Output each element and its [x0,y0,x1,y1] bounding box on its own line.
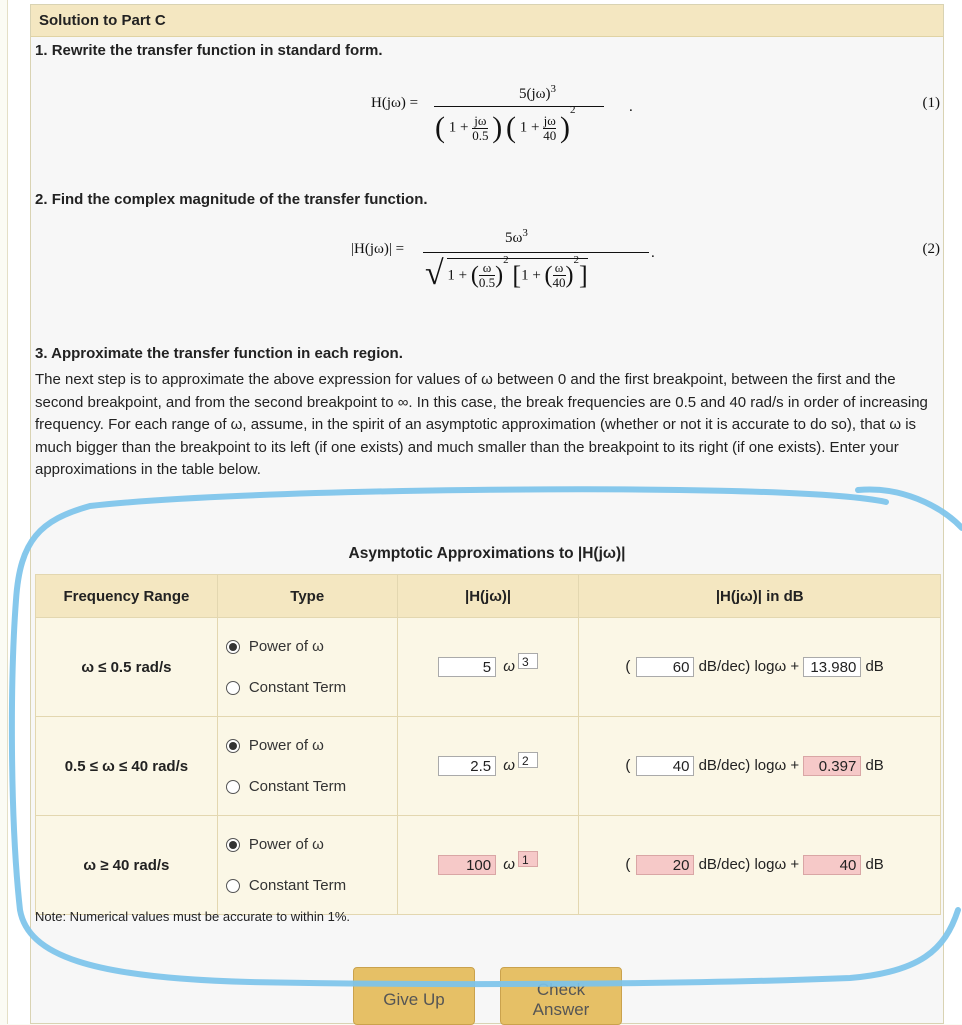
eq1-denominator: ( 1 + $\frac{j\omega}{0.5}$ ) ( 1 + $\frac{j\omega}{40}$ )$^2$ [435,104,576,144]
step-2-heading: 2. Find the complex magnitude of the transfer function. [35,191,428,208]
equation-1-number: (1) [922,95,940,111]
accuracy-note: Note: Numerical values must be accurate to within 1%. [35,909,351,924]
slope-input[interactable]: 20 [636,855,694,875]
approximation-table [35,574,941,915]
header-magnitude: |H(jω)| [397,575,579,618]
step-1-heading: 1. Rewrite the transfer function in standard form. [35,42,383,59]
type-cell [217,717,397,816]
magnitude-cell: 5 ω 3 [397,618,579,717]
radio-selected-icon[interactable] [226,739,240,753]
radio-unselected-icon[interactable] [226,879,240,893]
table-row [36,816,941,915]
magnitude-db-cell: ( 20 dB/dec) logω + 40 dB [579,816,941,915]
type-cell [217,618,397,717]
table-row [36,717,941,816]
radio-constant-term[interactable]: Constant Term [226,865,396,906]
header-magnitude-db: |H(jω)| in dB [579,575,941,618]
equation-2-number: (2) [922,241,940,257]
eq1-lhs: H(jω) = [371,95,419,111]
coefficient-input[interactable]: 2.5 [438,756,496,776]
frequency-range-cell: 0.5 ≤ ω ≤ 40 rad/s [36,717,218,816]
exponent-input[interactable]: 3 [518,653,538,669]
table-header-row [36,575,941,618]
step-3-heading: 3. Approximate the transfer function in each region. [35,345,403,362]
slope-input[interactable]: 60 [636,657,694,677]
coefficient-input[interactable]: 100 [438,855,496,875]
coefficient-input[interactable]: 5 [438,657,496,677]
equation-1: H(jω) = $5(j\omega)^3$ ( 1 + $\frac{j\omega}{0.5}$ ) ( 1 + $\frac{j\omega}{40}$ )$^2$ . [371,83,633,144]
magnitude-cell: 2.5 ω 2 [397,717,579,816]
equation-2: |H(jω)| = $5\omega^3$ √ 1 + ( $\frac{\omega}{0.5}$ )$^2$ [1 + ( $\frac{\omega}{40}$ )$^2$] . [351,227,655,292]
exponent-input[interactable]: 1 [518,851,538,867]
radio-constant-term[interactable]: Constant Term [226,667,396,708]
radio-unselected-icon[interactable] [226,780,240,794]
exponent-input[interactable]: 2 [518,752,538,768]
give-up-button[interactable]: Give Up [353,967,475,1025]
table-row [36,618,941,717]
eq2-lhs: |H(jω)| = [351,241,405,257]
eq1-numerator: $5(j\omega)^3$ [519,83,557,102]
eq2-sqrt: √ 1 + ( $\frac{\omega}{0.5}$ )$^2$ [1 + ( $\frac{\omega}{40}$ )$^2$] [425,253,588,292]
type-cell [217,816,397,915]
radio-constant-term[interactable]: Constant Term [226,766,396,807]
header-frequency-range: Frequency Range [36,575,218,618]
slope-input[interactable]: 40 [636,756,694,776]
step-3-paragraph: The next step is to approximate the above expression for values of ω between 0 and the first breakpoint, between the first and the second breakpoint, and from the second breakpoint to ∞. In this case, the break frequencies are 0.5 and 40 rad/s in order of increasing frequency. For each range of ω, assume, in the spirit of an asymptotic approximation (whether or not it is accurate to do so), that ω is much bigger than the breakpoint to its left (if one exists) and much smaller than the breakpoint to its right (if one exists). Enter your approximations in the table below. [35,371,928,478]
header-type: Type [217,575,397,618]
frequency-range-cell: ω ≥ 40 rad/s [36,816,218,915]
frequency-range-cell: ω ≤ 0.5 rad/s [36,618,218,717]
table-title: Asymptotic Approximations to |H(jω)| [348,545,626,562]
radio-power-of-omega[interactable]: Power of ω [226,626,396,667]
magnitude-db-cell: ( 60 dB/dec) logω + 13.980 dB [579,618,941,717]
magnitude-cell: 100 ω 1 [397,816,579,915]
offset-input[interactable]: 0.397 [803,756,861,776]
magnitude-db-cell: ( 40 dB/dec) logω + 0.397 dB [579,717,941,816]
offset-input[interactable]: 13.980 [803,657,861,677]
radio-unselected-icon[interactable] [226,681,240,695]
eq1-fraction-bar [434,106,604,107]
radio-selected-icon[interactable] [226,640,240,654]
radio-power-of-omega[interactable]: Power of ω [226,725,396,766]
radio-power-of-omega[interactable]: Power of ω [226,824,396,865]
eq2-fraction-bar [423,252,649,253]
eq2-numerator: $5\omega^3$ [505,227,528,246]
offset-input[interactable]: 40 [803,855,861,875]
check-answer-button[interactable]: Check Answer [500,967,622,1025]
panel-title: Solution to Part C [31,5,943,37]
solution-panel [30,4,944,1024]
radio-selected-icon[interactable] [226,838,240,852]
